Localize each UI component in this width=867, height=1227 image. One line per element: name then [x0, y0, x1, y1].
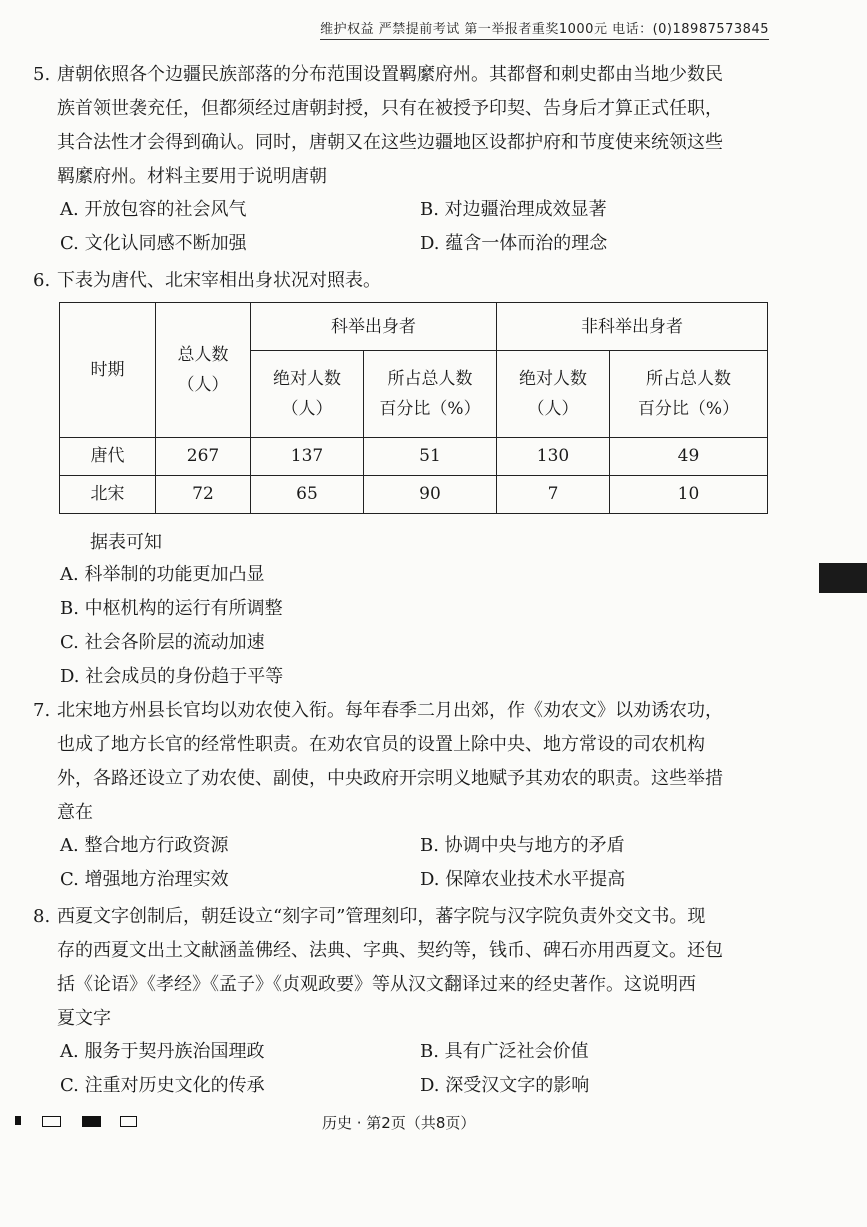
cell-keju-abs: 65 [251, 475, 364, 513]
header-line: （人） [527, 398, 579, 419]
header-line: 所占总人数 [387, 368, 473, 389]
header-period: 时期 [60, 303, 156, 438]
option-c[interactable]: C. 注重对历史文化的传承 [60, 1075, 265, 1096]
page-number: 历史 · 第2页（共8页） [322, 1114, 476, 1132]
edge-registration-mark [819, 563, 867, 593]
option-d[interactable]: D. 保障农业技术水平提高 [420, 869, 626, 890]
option-c[interactable]: C. 社会各阶层的流动加速 [60, 632, 265, 653]
cell-period: 唐代 [60, 437, 156, 475]
registration-mark [42, 1116, 61, 1127]
registration-mark [120, 1116, 137, 1127]
question-8-line-1: 西夏文字创制后，朝廷设立“刻字司”管理刻印，蕃字院与汉字院负责外交文书。现 [57, 906, 706, 927]
table-row [60, 475, 768, 513]
header-keju-abs [251, 351, 364, 437]
cell-total: 72 [156, 475, 251, 513]
cell-period: 北宋 [60, 475, 156, 513]
question-8-line-3: 括《论语》《孝经》《孟子》《贞观政要》等从汉文翻译过来的经史著作。这说明西 [57, 974, 696, 995]
option-a[interactable]: A. 整合地方行政资源 [60, 835, 229, 856]
header-line: 绝对人数 [519, 368, 587, 389]
option-b[interactable]: B. 中枢机构的运行有所调整 [60, 598, 283, 619]
option-a[interactable]: A. 服务于契丹族治国理政 [60, 1041, 265, 1062]
option-d[interactable]: D. 社会成员的身份趋于平等 [60, 666, 284, 687]
cell-keju-pct: 51 [364, 437, 497, 475]
anti-cheating-notice: 维护权益 严禁提前考试 第一举报者重奖1000元 电话：(0)18987573845 [320, 18, 769, 40]
header-keju-pct [364, 351, 497, 437]
question-5-line-3: 其合法性才会得到确认。同时，唐朝又在这些边疆地区设都护府和节度使来统领这些 [57, 132, 723, 153]
question-5-line-1: 唐朝依照各个边疆民族部落的分布范围设置羁縻府州。其都督和刺史都由当地少数民 [57, 64, 723, 85]
comparison-table [59, 302, 768, 514]
question-8-line-4: 夏文字 [57, 1008, 111, 1029]
question-7-line-4: 意在 [57, 802, 93, 823]
header-line: 百分比（%） [637, 398, 740, 419]
question-7-options [60, 829, 780, 897]
question-8-line-2: 存的西夏文出土文献涵盖佛经、法典、字典、契约等，钱币、碑石亦用西夏文。还包 [57, 940, 723, 961]
question-6-stem: 下表为唐代、北宋宰相出身状况对照表。 [57, 270, 381, 291]
header-line: 百分比（%） [379, 398, 481, 419]
option-c[interactable]: C. 增强地方治理实效 [60, 869, 229, 890]
question-8-options [60, 1035, 780, 1103]
question-5-line-2: 族首领世袭充任，但都须经过唐朝封授，只有在被授予印契、告身后才算正式任职， [57, 98, 723, 119]
question-5 [33, 58, 769, 194]
option-a[interactable]: A. 开放包容的社会风气 [60, 199, 247, 220]
option-d[interactable]: D. 深受汉文字的影响 [420, 1075, 590, 1096]
cell-non-abs: 7 [497, 475, 610, 513]
registration-mark [82, 1116, 101, 1127]
cell-non-pct: 10 [610, 475, 768, 513]
question-7 [33, 694, 769, 830]
question-6-options [60, 558, 780, 694]
question-number: 6. [33, 270, 51, 291]
option-d[interactable]: D. 蕴含一体而治的理念 [420, 233, 608, 254]
question-5-options [60, 193, 780, 261]
question-6-intro: 据表可知 [90, 532, 162, 553]
header-non-keju-abs [497, 351, 610, 437]
question-7-line-2: 也成了地方长官的经常性职责。在劝农官员的设置上除中央、地方常设的司农机构 [57, 734, 705, 755]
question-number: 7. [33, 700, 51, 721]
header-non-keju-pct [610, 351, 768, 437]
question-number: 5. [33, 64, 51, 85]
option-b[interactable]: B. 具有广泛社会价值 [420, 1041, 589, 1062]
question-8 [33, 900, 769, 1036]
cell-non-abs: 130 [497, 437, 610, 475]
option-b[interactable]: B. 对边疆治理成效显著 [420, 199, 607, 220]
option-c[interactable]: C. 文化认同感不断加强 [60, 233, 247, 254]
header-non-keju: 非科举出身者 [497, 303, 768, 351]
question-7-line-3: 外，各路还设立了劝农使、副使，中央政府开宗明义地赋予其劝农的职责。这些举措 [57, 768, 723, 789]
header-line: 所占总人数 [646, 368, 731, 389]
cell-keju-pct: 90 [364, 475, 497, 513]
registration-mark [15, 1116, 21, 1125]
cell-total: 267 [156, 437, 251, 475]
header-total-line2: （人） [177, 374, 229, 395]
table-row [60, 437, 768, 475]
header-line: 绝对人数 [273, 368, 341, 389]
option-b[interactable]: B. 协调中央与地方的矛盾 [420, 835, 625, 856]
header-line: （人） [281, 398, 333, 419]
cell-non-pct: 49 [610, 437, 768, 475]
cell-keju-abs: 137 [251, 437, 364, 475]
header-keju: 科举出身者 [251, 303, 497, 351]
option-a[interactable]: A. 科举制的功能更加凸显 [60, 564, 265, 585]
question-number: 8. [33, 906, 51, 927]
question-5-line-4: 羁縻府州。材料主要用于说明唐朝 [57, 166, 327, 187]
question-7-line-1: 北宋地方州县长官均以劝农使入衔。每年春季二月出郊，作《劝农文》以劝诱农功， [57, 700, 723, 721]
header-total [156, 303, 251, 438]
header-total-line1: 总人数 [177, 344, 229, 365]
question-6 [33, 264, 769, 298]
